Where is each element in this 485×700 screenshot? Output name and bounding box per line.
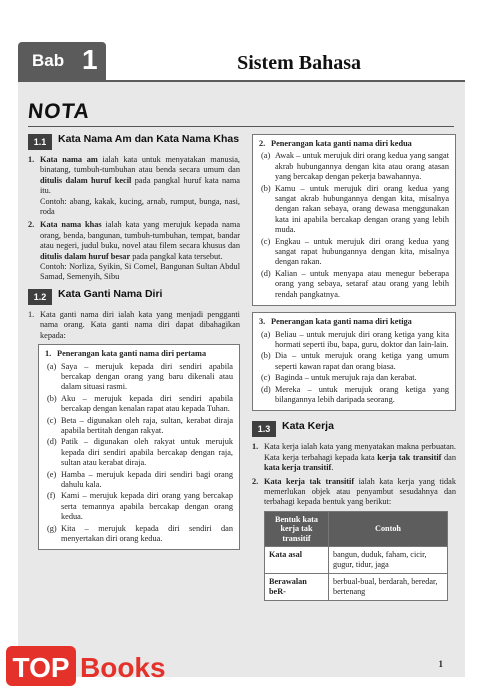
section-1-3-heading [252,421,456,437]
table-header: Bentuk kata kerja tak transitif [265,511,329,547]
pronoun-item: (d) Patik – digunakan oleh rakyat untuk merujuk kepada diri sendiri apabila bercakap dengan raja, sultan atau kerabat diraja. [47,437,233,468]
list-item: 2. Kata nama khas ialah kata yang merujuk kepada nama orang, benda, bangunan, tumbuh-tumbuhan, tempat, bandar atau negeri, judul buku, novel atau filem secara khusus dan ditulis dalam huruf besar pada pangkal kata tersebut. Contoh: Norliza, Syikin, Si Comel, Bangunan Sultan Abdul Samad, Semenyih, Sibu [28,220,240,282]
pronoun-item: (c) Beta – digunakan oleh raja, sultan, kerabat diraja apabila bertitah dengan rakyat. [47,415,233,435]
pronoun-item: (e) Hamba – merujuk kepada diri sendiri bagi orang dahulu kala. [47,469,233,489]
notes-panel [18,82,465,677]
example-text: Contoh: Norliza, Syikin, Si Comel, Bangunan Sultan Abdul Samad, Semenyih, Sibu [40,262,240,282]
section-number: 1.2 [28,289,52,305]
section-1-1-heading [28,134,240,150]
page-header [0,0,485,80]
pronoun-item: (b) Kamu – untuk merujuk diri orang kedua yang sangat akrab hubungannya dengan kita, misalnya dengan rakan sebaya, orang dewasa menggunakan kata ini apabila bercakap dengan orang yang lebih muda. [261,183,449,235]
pronoun-item: (c) Engkau – untuk merujuk diri orang kedua yang sangat rapat hubungannya dengan kita, misalnya dengan rakan. [261,236,449,267]
table-cell: Kata asal [265,547,329,574]
list-item: 1. Kata nama am ialah kata untuk menyatakan manusia, binatang, tumbuh-tumbuhan atau benda secara umum dan ditulis dalam huruf kecil pada pangkal huruf kata nama itu. Contoh: abang, kakak, kucing, arnab, rumput, bunga, nasi, roda [28,155,240,217]
pronoun-item: (b) Aku – merujuk kepada diri sendiri apabila bercakap dengan kenalan rapat atau kepada Tuhan. [47,393,233,414]
pronoun-box-first: 1. Penerangan kata ganti nama diri pertama (a) Saya – merujuk kepada diri sendiri apabila bercakap dengan orang yang baru dikenali atau dalam situasi rasmi. (b) Aku – merujuk kepada diri sendiri apabila bercakap dengan kenalan rapat atau kepada Tuhan. (c) Beta – digunakan oleh raja, sultan, kerabat diraja apabila bertitah dengan rakyat. (d) Patik – digunakan oleh rakyat untuk merujuk kepada diri sendiri apabila bercakap dengan raja, sultan atau kerabat diraja. (e) Hamba – merujuk kepada diri sendiri bagi orang dahulu kala. (f) Kami – merujuk kepada diri orang yang bercakap serta temannya apabila bercakap dengan orang kedua. (g) Kita – merujuk kepada diri sendiri dan menyertakan diri orang kedua. [38,344,240,550]
pronoun-list [45,362,233,545]
chapter-number: 1 [82,44,98,75]
section-title: Kata Ganti Nama Diri [58,287,163,300]
pronoun-item: (d) Mereka – untuk merujuk orang ketiga yang bilangannya lebih daripada seorang. [261,384,449,404]
list-item: 2. Kata kerja tak transitif ialah kata kerja yang tidak memerlukan objek atau penyambut sesudahnya dan terbahagi kepada bentuk yang berikut: [252,476,456,507]
chapter-title: Sistem Bahasa [237,52,361,74]
table-cell: Berawalan beR- [265,574,329,601]
pronoun-item: (f) Kami – merujuk kepada diri orang yang bercakap serta temannya apabila bercakap dengan orang kedua. [47,491,233,522]
pronoun-item: (a) Awak – untuk merujuk diri orang kedua yang sangat akrab hubungannya dengan kita atau orang atasan yang bercakap dengan pekerja bawahannya. [261,151,449,182]
topbooks-logo [4,640,172,692]
pronoun-item: (d) Kalian – untuk menyapa atau menegur beberapa orang yang sebaya, setaraf atau orang yang lebih rendah pangkatnya. [261,268,449,299]
verb-table [264,511,448,602]
page-number: 1 [438,659,443,669]
list-item: 1. Kata ganti nama diri ialah kata yang menjadi pengganti nama orang. Kata ganti nama diri dapat dibahagikan kepada: [28,309,240,340]
left-column [28,134,240,556]
pronoun-item: (b) Dia – untuk merujuk orang ketiga yang umum seperti kawan rapat dan orang biasa. [261,351,449,371]
chapter-tab [18,42,106,82]
section-1-2-heading [28,289,240,305]
nota-heading: NOTA [26,100,92,123]
pronoun-item: (c) Baginda – untuk merujuk raja dan kerabat. [261,373,417,383]
pronoun-item: (g) Kita – merujuk kepada diri sendiri dan menyertakan diri orang kedua. [47,523,233,543]
pronoun-box-third: 3. Penerangan kata ganti nama diri ketiga (a) Beliau – untuk merujuk diri orang ketiga yang kita hormati seperti ibu, bapa, guru, doktor dan lain-lain. (b) Dia – untuk merujuk orang ketiga yang umum seperti kawan rapat dan orang biasa. (c) Baginda – untuk merujuk raja dan kerabat. (d) Mereka – untuk merujuk orang ketiga yang bilangannya lebih daripada seorang. [252,312,456,411]
table-row [265,574,448,601]
chapter-label: Bab [32,51,65,70]
pronoun-item: (a) Beliau – untuk merujuk diri orang ketiga yang kita hormati seperti ibu, bapa, guru, doktor dan lain-lain. [261,329,449,349]
right-column [252,134,456,601]
example-text: Contoh: abang, kakak, kucing, arnab, rumput, bunga, nasi, roda [40,196,240,217]
svg-text:Books: Books [80,652,166,683]
pronoun-list [259,330,449,406]
section-title: Kata Nama Am dan Kata Nama Khas [58,133,240,145]
table-header: Contoh [329,511,448,547]
section-title: Kata Kerja [282,420,334,433]
pronoun-box-second: 2. Penerangan kata ganti nama diri kedua (a) Awak – untuk merujuk diri orang kedua yang sangat akrab hubungannya dengan kita atau orang atasan yang bercakap dengan pekerja bawahannya. (b) Kamu – untuk merujuk diri orang kedua yang sangat akrab hubungannya dengan kita, misalnya dengan rakan sebaya, orang dewasa menggunakan kata ini apabila bercakap dengan orang yang lebih muda. (c) Engkau – untuk merujuk diri orang kedua yang sangat rapat hubungannya dengan kita, misalnya dengan rakan. (d) Kalian – untuk menyapa atau menegur beberapa orang yang sebaya, setaraf atau orang yang lebih rendah pangkatnya. [252,134,456,306]
section-number: 1.1 [28,134,52,150]
nota-divider [28,126,454,127]
pronoun-list [259,151,449,300]
pronoun-item: (a) Saya – merujuk kepada diri sendiri apabila bercakap dengan orang yang baru dikenali atau dalam situasi rasmi. [47,361,233,392]
table-row [265,547,448,574]
svg-text:TOP: TOP [12,652,70,683]
table-cell: berbual-bual, berdarah, beredar, bertenang [329,574,448,601]
table-header-row [265,511,448,547]
list-item: 1. Kata kerja ialah kata yang menyatakan makna perbuatan. Kata kerja terbahagi kepada kata kerja tak transitif dan kata kerja transitif. [252,442,456,473]
section-number: 1.3 [252,421,276,437]
table-cell: bangun, duduk, faham, cicir, gugur, tidur, jaga [329,547,448,574]
